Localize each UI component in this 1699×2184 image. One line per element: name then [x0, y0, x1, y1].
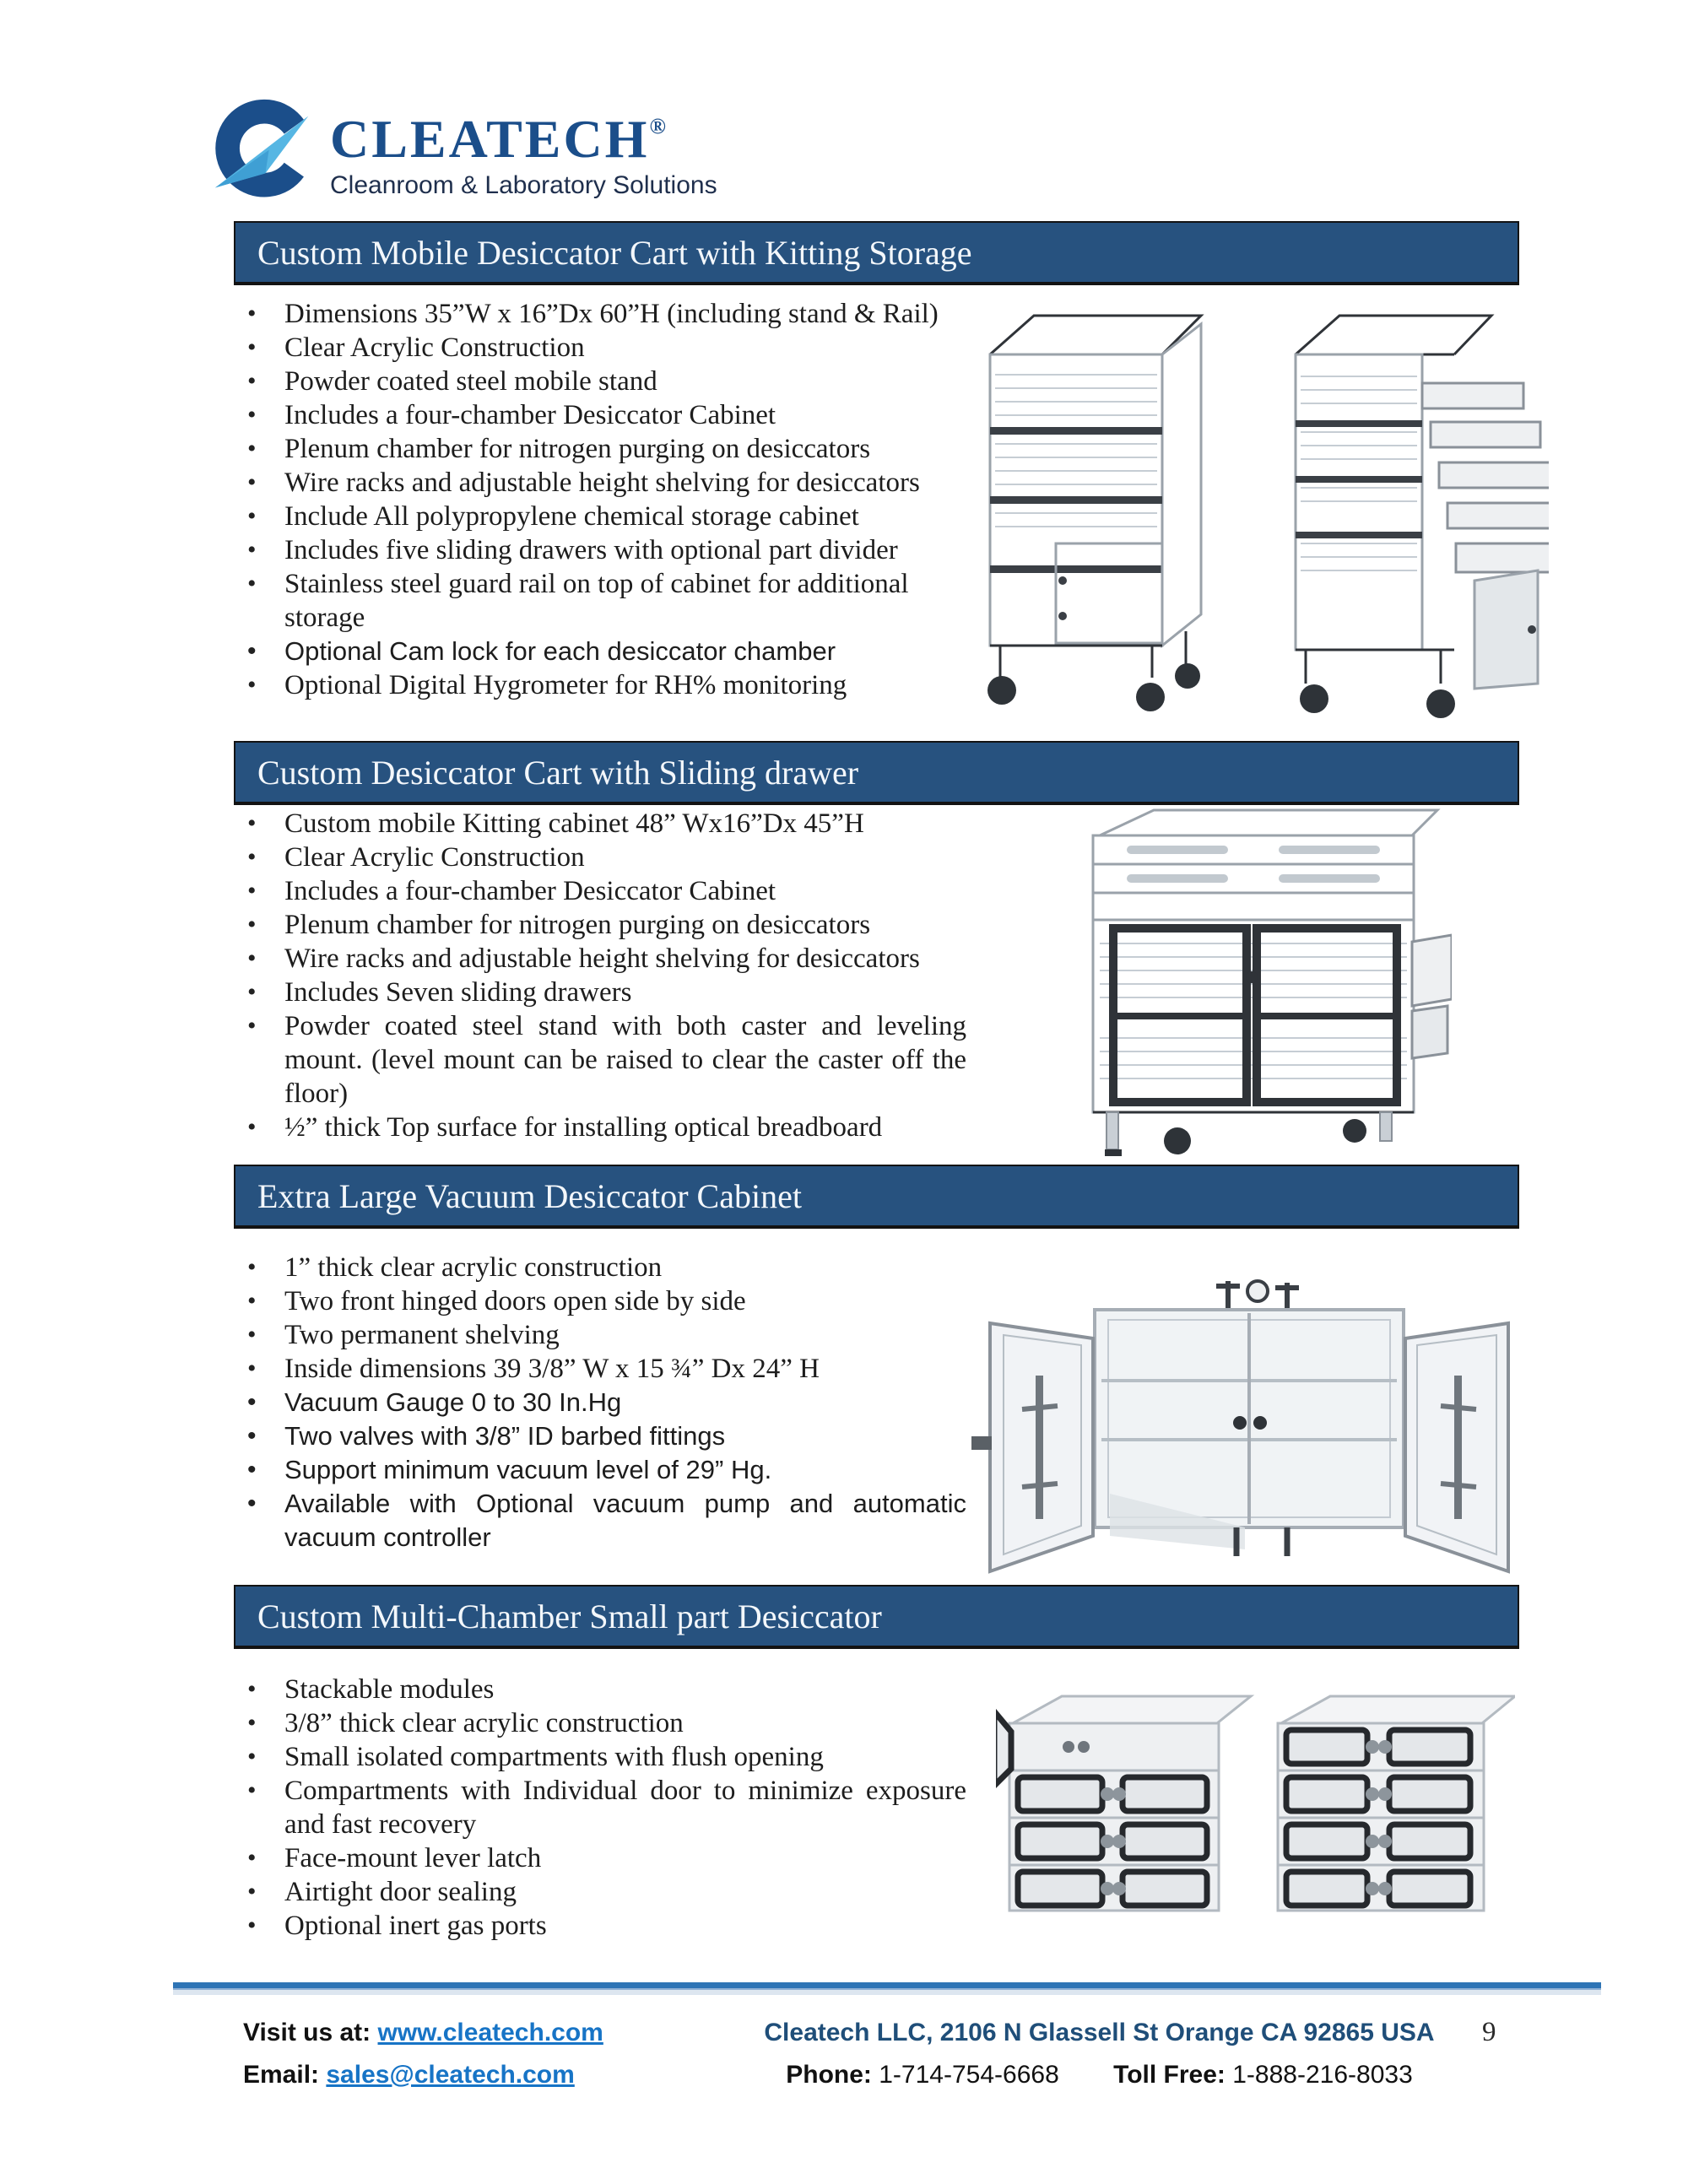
list-item: • Includes a four-chamber Desiccator Cabinet	[241, 398, 966, 432]
list-item: • Stainless steel guard rail on top of cabinet for additional storage	[241, 567, 966, 635]
list-item: • Two permanent shelving	[241, 1318, 966, 1352]
list-item: • Optional Cam lock for each desiccator chamber	[241, 635, 966, 668]
list-item: • Includes Seven sliding drawers	[241, 976, 966, 1009]
list-item: • Available with Optional vacuum pump and automatic vacuum controller	[241, 1487, 966, 1554]
list-item: • Stackable modules	[241, 1673, 966, 1706]
list-item: • Airtight door sealing	[241, 1875, 966, 1909]
tollfree-label: Toll Free:	[1113, 2061, 1226, 2089]
product-image-multi-chamber-desiccator	[996, 1688, 1515, 1945]
footer-phone-row	[717, 2054, 1481, 2096]
footer-email-row	[243, 2054, 603, 2096]
section-title: Custom Mobile Desiccator Cart with Kitting Storage	[257, 233, 972, 272]
footer-contact-left	[243, 2012, 603, 2096]
section-header-multi-chamber	[234, 1585, 1519, 1649]
list-item: • Clear Acrylic Construction	[241, 331, 966, 365]
list-item: • Clear Acrylic Construction	[241, 841, 966, 874]
list-item: • Includes five sliding drawers with optional part divider	[241, 533, 966, 567]
phone-number: 1-714-754-6668	[879, 2061, 1059, 2089]
section-title: Custom Desiccator Cart with Sliding drawer	[257, 753, 859, 792]
list-item: • Support minimum vacuum level of 29” Hg.	[241, 1453, 966, 1487]
brand-word: CLEATECH	[330, 109, 650, 169]
feature-list-mobile-cart	[241, 297, 966, 702]
list-item: • Two front hinged doors open side by side	[241, 1284, 966, 1318]
section-header-vacuum-cabinet	[234, 1165, 1519, 1229]
visit-label: Visit us at:	[243, 2019, 371, 2046]
registered-mark: ®	[649, 114, 666, 138]
website-link[interactable]: www.cleatech.com	[377, 2019, 603, 2046]
list-item: • 3/8” thick clear acrylic construction	[241, 1706, 966, 1740]
feature-list-multi-chamber	[241, 1673, 966, 1943]
product-image-desiccator-cart-sliding-drawer	[1076, 800, 1452, 1161]
logo-tagline: Cleanroom & Laboratory Solutions	[330, 171, 717, 199]
product-image-vacuum-desiccator-cabinet	[966, 1257, 1532, 1588]
feature-list-sliding-drawer-cart	[241, 807, 966, 1144]
company-logo	[215, 95, 717, 200]
footer-visit-row	[243, 2012, 603, 2054]
list-item: • 1” thick clear acrylic construction	[241, 1251, 966, 1284]
list-item: • Face-mount lever latch	[241, 1841, 966, 1875]
section-title: Extra Large Vacuum Desiccator Cabinet	[257, 1176, 802, 1215]
list-item: • Wire racks and adjustable height shelving for desiccators	[241, 942, 966, 976]
feature-list-vacuum-cabinet	[241, 1251, 966, 1554]
list-item: • Optional Digital Hygrometer for RH% monitoring	[241, 668, 966, 702]
list-item: • Vacuum Gauge 0 to 30 In.Hg	[241, 1386, 966, 1419]
section-header-mobile-cart	[234, 221, 1519, 285]
list-item: • Optional inert gas ports	[241, 1909, 966, 1943]
list-item: • Powder coated steel mobile stand	[241, 365, 966, 398]
list-item: • Powder coated steel stand with both caster and leveling mount. (level mount can be raised to clear the caster off the floor)	[241, 1009, 966, 1111]
list-item: • Plenum chamber for nitrogen purging on desiccators	[241, 432, 966, 466]
cleatech-logo-icon	[215, 95, 318, 197]
list-item: • Small isolated compartments with flush opening	[241, 1740, 966, 1774]
company-address: Cleatech LLC, 2106 N Glassell St Orange CA 92865 USA	[764, 2019, 1435, 2046]
section-header-sliding-drawer-cart	[234, 741, 1519, 805]
list-item: • Include All polypropylene chemical storage cabinet	[241, 500, 966, 533]
phone-label: Phone:	[786, 2061, 872, 2089]
section-title: Custom Multi-Chamber Small part Desiccator	[257, 1597, 882, 1635]
list-item: • ½” thick Top surface for installing optical breadboard	[241, 1111, 966, 1144]
product-image-mobile-desiccator-carts	[975, 302, 1549, 722]
footer-contact-right	[717, 2012, 1481, 2096]
list-item: • Custom mobile Kitting cabinet 48” Wx16”Dx 45”H	[241, 807, 966, 841]
list-item: • Inside dimensions 39 3/8” W x 15 ¾” Dx 24” H	[241, 1352, 966, 1386]
email-label: Email:	[243, 2061, 320, 2089]
page-number: 9	[1482, 2017, 1496, 2047]
list-item: • Compartments with Individual door to minimize exposure and fast recovery	[241, 1774, 966, 1841]
footer-divider-rule	[173, 1982, 1601, 1995]
list-item: • Two valves with 3/8” ID barbed fittings	[241, 1419, 966, 1453]
logo-text-block	[330, 95, 717, 200]
email-link[interactable]: sales@cleatech.com	[326, 2061, 575, 2089]
tollfree-number: 1-888-216-8033	[1232, 2061, 1413, 2089]
list-item: • Wire racks and adjustable height shelving for desiccators	[241, 466, 966, 500]
brand-name	[330, 100, 717, 169]
list-item: • Dimensions 35”W x 16”Dx 60”H (including stand & Rail)	[241, 297, 966, 331]
list-item: • Plenum chamber for nitrogen purging on desiccators	[241, 908, 966, 942]
list-item: • Includes a four-chamber Desiccator Cabinet	[241, 874, 966, 908]
